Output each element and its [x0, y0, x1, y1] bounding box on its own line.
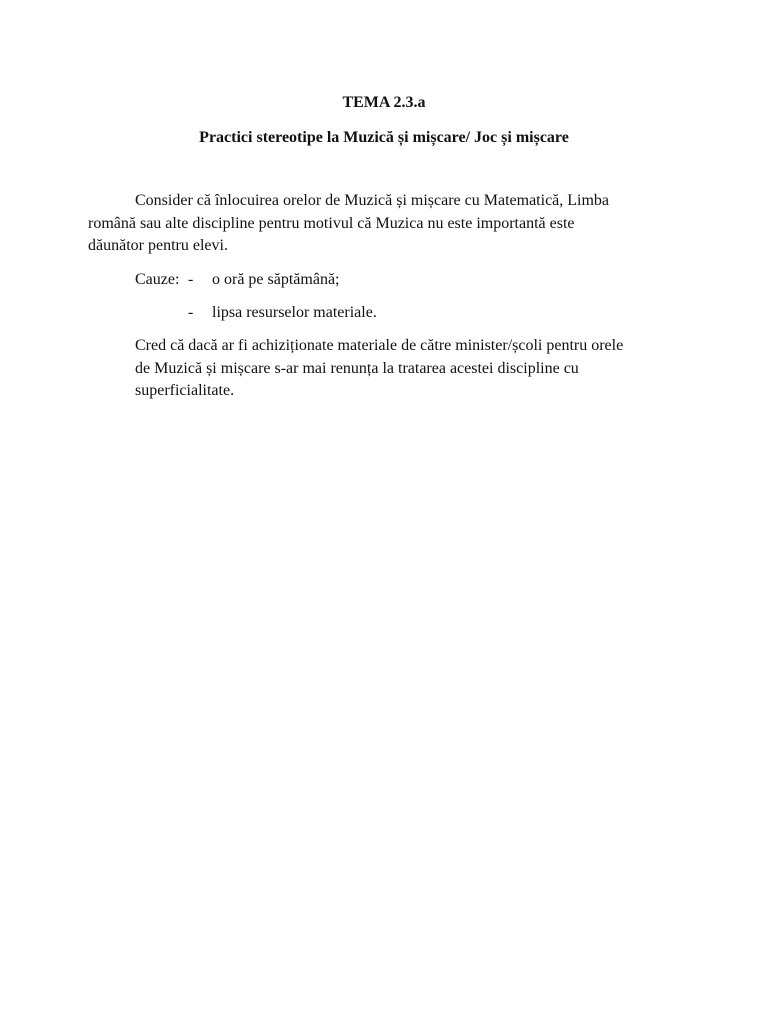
- causes-label: Cauze:: [135, 271, 180, 288]
- conclusion-line: Cred că dacă ar fi achiziționate materiale de către minister/școli pentru orele: [135, 337, 624, 354]
- document-subtitle: Practici stereotipe la Muzică și mișcare/ Joc și mișcare: [199, 129, 569, 146]
- intro-paragraph: [88, 190, 688, 258]
- conclusion-line: de Muzică și mișcare s-ar mai renunța la tratarea acestei discipline cu: [135, 359, 579, 377]
- cause-item: lipsa resurselor materiale.: [212, 304, 377, 321]
- conclusion-paragraph: [135, 335, 695, 403]
- intro-line: română sau alte discipline pentru motivul că Muzica nu este importantă este: [88, 214, 575, 232]
- intro-line: Consider că înlocuirea orelor de Muzică și mișcare cu Matematică, Limba: [135, 192, 610, 209]
- cause-item: o oră pe săptămână;: [212, 271, 340, 288]
- conclusion-line: superficialitate.: [135, 382, 235, 399]
- document-title: TEMA 2.3.a: [342, 94, 426, 111]
- list-bullet: -: [188, 304, 194, 321]
- intro-line: dăunător pentru elevi.: [88, 237, 228, 254]
- list-bullet: -: [188, 271, 194, 288]
